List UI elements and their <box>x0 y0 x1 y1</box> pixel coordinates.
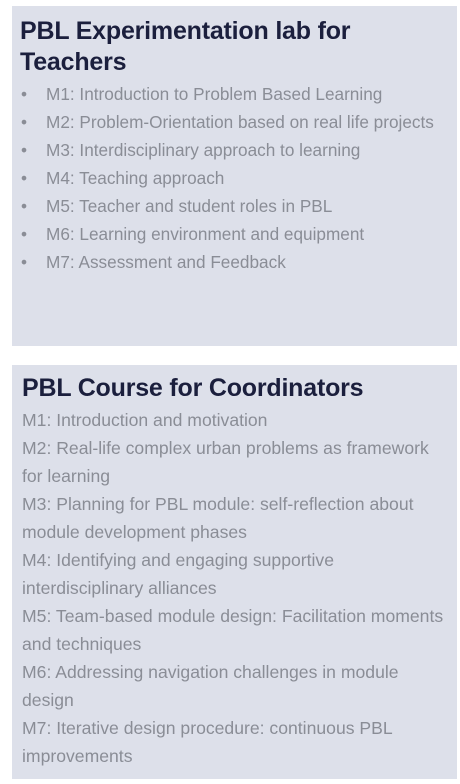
module-label: M3: Interdisciplinary approach to learning <box>46 140 361 160</box>
module-label: M6: Learning environment and equipment <box>46 224 365 244</box>
coordinators-course-panel <box>12 365 457 779</box>
list-item: M2: Real-life complex urban problems as framework for learning <box>22 438 429 486</box>
list-item <box>20 80 449 108</box>
list-item <box>20 220 449 248</box>
module-label: M7: Assessment and Feedback <box>46 252 286 272</box>
bullet-icon: • <box>21 112 28 132</box>
bullet-icon: • <box>21 252 28 272</box>
bullet-icon: • <box>21 168 28 188</box>
list-item: M4: Identifying and engaging supportive interdisciplinary alliances <box>22 550 335 598</box>
list-item <box>20 164 449 192</box>
module-label: M1: Introduction to Problem Based Learning <box>46 84 383 104</box>
list-item: M1: Introduction and motivation <box>22 410 268 430</box>
list-item: M7: Iterative design procedure: continuous PBL improvements <box>22 718 393 766</box>
bullet-icon: • <box>21 140 28 160</box>
bullet-icon: • <box>21 196 28 216</box>
teachers-lab-panel <box>12 6 457 346</box>
module-label: M4: Teaching approach <box>46 168 225 188</box>
list-item: M6: Addressing navigation challenges in module design <box>22 662 399 710</box>
teachers-lab-title: PBL Experimentation lab for Teachers <box>20 17 351 76</box>
module-label: M2: Problem-Orientation based on real life projects <box>46 112 434 132</box>
bullet-icon: • <box>21 84 28 104</box>
coordinators-course-module-list <box>22 406 449 770</box>
list-item <box>20 192 449 220</box>
list-item <box>20 108 449 136</box>
list-item <box>20 136 449 164</box>
bullet-icon: • <box>21 224 28 244</box>
list-item: M3: Planning for PBL module: self-reflection about module development phases <box>22 494 414 542</box>
list-item <box>20 248 449 276</box>
teachers-lab-module-list <box>20 80 449 276</box>
list-item: M5: Team-based module design: Facilitation moments and techniques <box>22 606 444 654</box>
module-label: M5: Teacher and student roles in PBL <box>46 196 333 216</box>
coordinators-course-title: PBL Course for Coordinators <box>22 374 364 402</box>
